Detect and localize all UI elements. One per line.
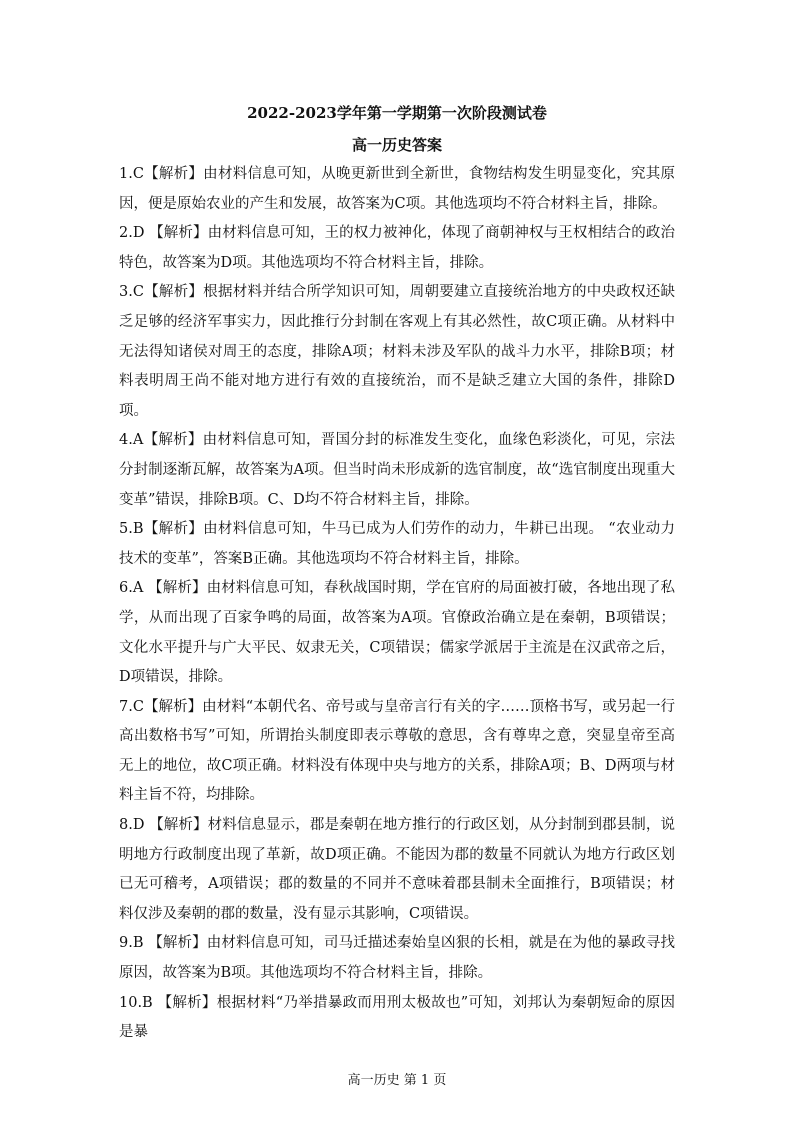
answer-list (119, 160, 675, 1048)
answer-item-2: 2.D 【解析】由材料信息可知，王的权力被神化，体现了商朝神权与王权相结合的政治特色，故答案为D项。其他选项均不符合材料主旨，排除。 (119, 225, 675, 271)
answer-item-4: 4.A【解析】由材料信息可知，晋国分封的标准发生变化，血缘色彩淡化，可见，宗法分封制逐渐瓦解，故答案为A项。但当时尚未形成新的选官制度，故“选官制度出现重大变革”错误，排除B项。C、D均不符合材料主旨，排除。 (119, 432, 675, 508)
answer-item-10: 10.B 【解析】根据材料“乃举措暴政而用刑太极故也”可知，刘邦认为秦朝短命的原因是暴 (119, 994, 675, 1041)
answer-item-3: 3.C【解析】根据材料并结合所学知识可知，周朝要建立直接统治地方的中央政权还缺乏足够的经济军事实力，因此推行分封制在客观上有其必然性，故C项正确。从材料中无法得知诸侯对周王的态度，排除A项；材料未涉及军队的战斗力水平，排除B项；材料表明周王尚不能对地方进行有效的直接统治，而不是缺乏建立大国的条件，排除D项。 (119, 284, 675, 419)
document-title: 2022-2023学年第一学期第一次阶段测试卷 (247, 104, 547, 122)
answer-item-8: 8.D 【解析】材料信息显示，郡是秦朝在地方推行的行政区划，从分封制到郡县制，说明地方行政制度出现了革新，故D项正确。不能因为郡的数量不同就认为地方行政区划已无可稽考，A项错误；郡的数量的不同并不意味着郡县制未全面推行，B项错误；材料仅涉及秦朝的郡的数量，没有显示其影响，C项错误。 (119, 817, 675, 922)
answer-item-1: 1.C【解析】由材料信息可知，从晚更新世到全新世，食物结构发生明显变化，究其原因，便是原始农业的产生和发展，故答案为C项。其他选项均不符合材料主旨，排除。 (119, 166, 675, 212)
page-footer: 高一历史 第 1 页 (347, 1073, 447, 1088)
answer-item-6: 6.A 【解析】由材料信息可知，春秋战国时期，学在官府的局面被打破，各地出现了私学，从而出现了百家争鸣的局面，故答案为A项。官僚政治确立是在秦朝，B项错误；文化水平提升与广大平民、奴隶无关，C项错误；儒家学派居于主流是在汉武帝之后，D项错误，排除。 (119, 580, 675, 686)
answer-item-9: 9.B 【解析】由材料信息可知，司马迁描述秦始皇凶狠的长相，就是在为他的暴政寻找原因，故答案为B项。其他选项均不符合材料主旨，排除。 (119, 935, 675, 982)
document-subtitle: 高一历史答案 (351, 136, 442, 154)
answer-item-5: 5.B【解析】由材料信息可知，牛马已成为人们劳作的动力，牛耕已出现。 “农业动力技术的变革”，答案B正确。其他选项均不符合材料主旨，排除。 (119, 521, 675, 567)
answer-item-7: 7.C【解析】由材料“本朝代名、帝号或与皇帝言行有关的字……顶格书写，或另起一行高出数格书写”可知，所谓抬头制度即表示尊敬的意思，含有尊卑之意，突显皇帝至高无上的地位，故C项正确。材料没有体现中央与地方的关系，排除A项；B、D两项与材料主旨不符，均排除。 (119, 698, 675, 804)
